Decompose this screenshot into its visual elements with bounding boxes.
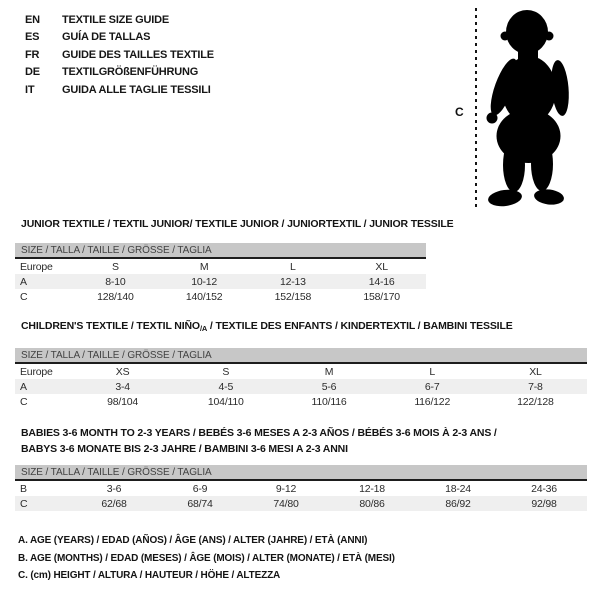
babies-section-title-line1: BABIES 3-6 MONTH TO 2-3 YEARS / BEBÉS 3-6 MESES A 2-3 AÑOS / BÉBÉS 3-6 MOIS À 2-3 ANS / xyxy=(21,427,497,439)
row-label: A xyxy=(20,380,27,393)
junior-section-title: JUNIOR TEXTILE / TEXTIL JUNIOR/ TEXTILE JUNIOR / JUNIORTEXTIL / JUNIOR TESSILE xyxy=(21,218,454,230)
language-code: IT xyxy=(25,83,35,96)
table-cell: 62/68 xyxy=(101,497,127,510)
table-cell: 104/110 xyxy=(207,395,244,408)
row-label: A xyxy=(20,275,27,288)
language-code: ES xyxy=(25,31,40,44)
babies-size-table xyxy=(15,465,587,511)
table-cell: 98/104 xyxy=(107,395,139,408)
language-code: FR xyxy=(25,48,40,61)
table-cell: 110/116 xyxy=(311,395,347,408)
row-label: Europe xyxy=(20,365,53,378)
table-cell: 152/158 xyxy=(274,290,312,303)
height-letter-label: C xyxy=(455,105,464,119)
size-header-label: SIZE / TALLA / TAILLE / GRÖSSE / TAGLIA xyxy=(21,244,212,256)
language-title: GUIDE DES TAILLES TEXTILE xyxy=(62,48,214,61)
language-row-es xyxy=(25,29,214,47)
table-row-height xyxy=(15,289,426,304)
table-cell: 86/92 xyxy=(445,497,471,510)
table-row-height xyxy=(15,496,587,511)
table-cell: 140/152 xyxy=(185,290,223,303)
table-cell: 9-12 xyxy=(275,482,297,495)
table-cell: 6-9 xyxy=(192,482,208,495)
size-header-bar xyxy=(15,243,426,259)
table-row-europe xyxy=(15,364,587,379)
children-title-subscript: /A xyxy=(199,324,208,333)
table-cell: 8-10 xyxy=(105,275,126,288)
table-cell: 10-12 xyxy=(191,275,218,288)
table-cell: S xyxy=(111,260,119,273)
table-cell: 74/80 xyxy=(273,497,299,510)
table-cell: 6-7 xyxy=(424,380,440,393)
row-label: B xyxy=(20,482,27,495)
table-cell: XL xyxy=(529,365,542,378)
size-header-label: SIZE / TALLA / TAILLE / GRÖSSE / TAGLIA xyxy=(21,466,212,478)
row-label: C xyxy=(20,290,28,303)
children-size-table xyxy=(15,348,587,409)
size-header-label: SIZE / TALLA / TAILLE / GRÖSSE / TAGLIA xyxy=(21,349,212,361)
table-cell: 3-4 xyxy=(115,380,130,393)
table-cell: 128/140 xyxy=(97,290,134,303)
language-title: TEXTILE SIZE GUIDE xyxy=(62,13,170,26)
row-label: C xyxy=(20,395,28,408)
table-cell: 12-18 xyxy=(359,482,385,495)
children-title-main: CHILDREN'S TEXTILE / TEXTIL NIÑO xyxy=(21,320,200,332)
table-cell: 18-24 xyxy=(445,482,471,495)
table-cell: 14-16 xyxy=(368,275,395,288)
table-cell: 4-5 xyxy=(218,380,234,393)
children-title-rest: / TEXTILE DES ENFANTS / KINDERTEXTIL / BAMBINI TESSILE xyxy=(207,320,513,332)
language-row-it xyxy=(25,81,214,99)
footnote-c: C. (cm) HEIGHT / ALTURA / HAUTEUR / HÖHE / ALTEZZA xyxy=(18,570,281,581)
table-cell: S xyxy=(222,365,230,378)
table-cell: L xyxy=(429,365,436,378)
language-title: GUÍA DE TALLAS xyxy=(62,31,151,44)
size-header-bar xyxy=(15,465,587,481)
table-cell: 12-13 xyxy=(279,275,306,288)
junior-size-table xyxy=(15,243,426,304)
language-row-de xyxy=(25,64,214,82)
table-cell: 68/74 xyxy=(187,497,213,510)
table-cell: 122/128 xyxy=(517,395,554,408)
language-title: TEXTILGRÖßENFÜHRUNG xyxy=(62,66,199,79)
babies-section-title-line2: BABYS 3-6 MONATE BIS 2-3 JAHRE / BAMBINI 3-6 MESI A 2-3 ANNI xyxy=(21,443,348,455)
row-label: Europe xyxy=(20,260,53,273)
language-code: EN xyxy=(25,13,40,26)
table-cell: 5-6 xyxy=(321,380,337,393)
language-row-en xyxy=(25,11,214,29)
table-cell: 80/86 xyxy=(359,497,385,510)
language-list xyxy=(25,11,214,99)
language-title: GUIDA ALLE TAGLIE TESSILI xyxy=(62,83,211,96)
footnote-a: A. AGE (YEARS) / EDAD (AÑOS) / ÂGE (ANS) / ALTER (JAHRE) / ETÀ (ANNI) xyxy=(18,535,368,546)
table-cell: 116/122 xyxy=(414,395,451,408)
table-row-months xyxy=(15,481,587,496)
footnote-b: B. AGE (MONTHS) / EDAD (MESES) / ÂGE (MOIS) / ALTER (MONATE) / ETÀ (MESI) xyxy=(18,552,395,564)
table-cell: 3-6 xyxy=(106,482,122,495)
language-row-fr xyxy=(25,46,214,64)
footnote-legend xyxy=(18,532,395,585)
table-row-europe xyxy=(15,259,426,274)
row-label: C xyxy=(20,497,28,510)
table-cell: M xyxy=(324,365,334,378)
children-section-title xyxy=(21,320,513,333)
table-cell: XL xyxy=(375,260,388,273)
table-cell: 92/98 xyxy=(531,497,557,510)
table-cell: L xyxy=(290,260,296,273)
height-dotted-line xyxy=(475,8,477,207)
table-cell: M xyxy=(199,260,209,273)
language-code: DE xyxy=(25,66,40,79)
table-cell: XS xyxy=(115,365,130,378)
table-row-age xyxy=(15,379,587,394)
size-header-bar xyxy=(15,348,587,364)
table-cell: 7-8 xyxy=(528,380,543,393)
table-cell: 24-36 xyxy=(531,482,557,495)
baby-silhouette-icon xyxy=(480,5,595,210)
table-cell: 158/170 xyxy=(363,290,400,303)
table-row-height xyxy=(15,394,587,409)
table-row-age xyxy=(15,274,426,289)
